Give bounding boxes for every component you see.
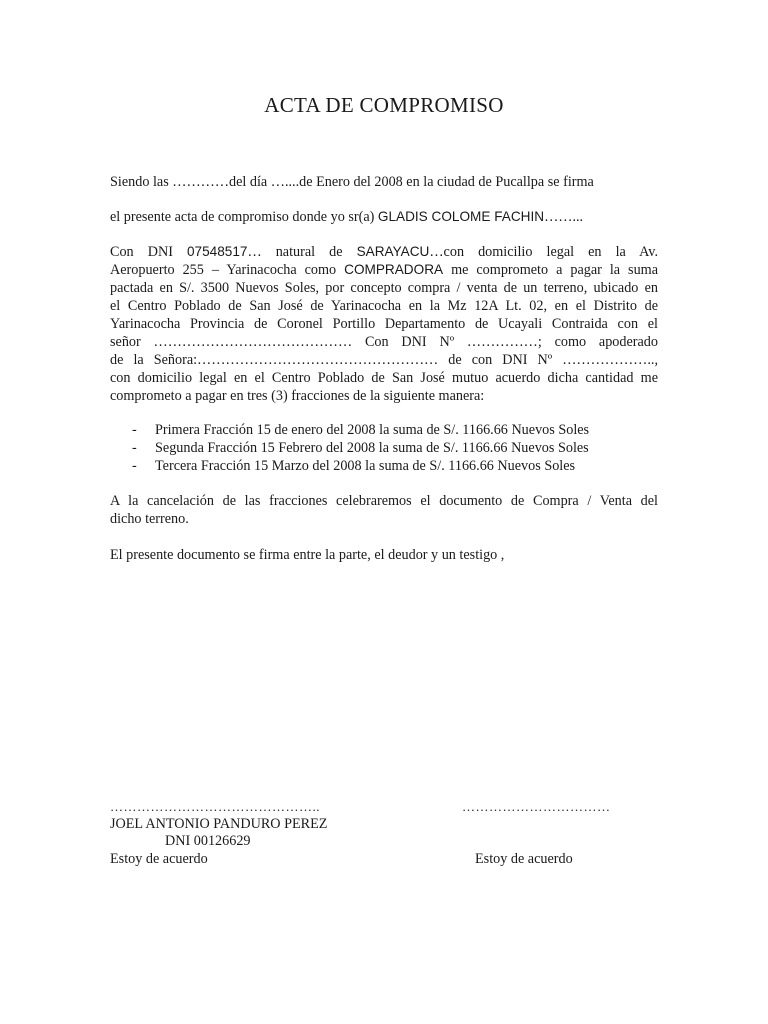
agreement-left: Estoy de acuerdo xyxy=(110,851,208,867)
signer-dni: DNI 00126629 xyxy=(165,833,251,849)
buyer-name: GLADIS COLOME FACHIN xyxy=(377,209,545,224)
paragraph-signing: El presente documento se firma entre la parte, el deudor y un testigo , xyxy=(110,547,505,563)
terms-line: comprometo a pagar en tres (3) fracciones de la siguiente manera: xyxy=(110,388,485,404)
document-title: ACTA DE COMPROMISO xyxy=(264,93,504,117)
list-bullet: - xyxy=(132,422,137,438)
terms-text: … natural de xyxy=(247,244,357,260)
paragraph-date: Siendo las …………del día …....de Enero del 2008 en la ciudad de Pucallpa se firma xyxy=(110,174,594,190)
buyer-role: COMPRADORA xyxy=(344,262,444,277)
terms-line: Yarinacocha Provincia de Coronel Portillo Departamento de Ucayali Contraida con el xyxy=(110,316,658,332)
buyer-dni: 07548517 xyxy=(186,244,248,259)
installment-text: Segunda Fracción 15 Febrero del 2008 la suma de S/. 1166.66 Nuevos Soles xyxy=(155,440,589,456)
list-item xyxy=(132,439,652,457)
paragraph-buyer xyxy=(110,208,658,226)
terms-text: Aeropuerto 255 – Yarinacocha como xyxy=(110,262,345,278)
list-item xyxy=(132,421,652,439)
signer-name: JOEL ANTONIO PANDURO PEREZ xyxy=(110,816,328,832)
terms-line: señor …………………………………… Con DNI Nº ……………; como apoderado xyxy=(110,334,658,350)
agreement-right: Estoy de acuerdo xyxy=(475,851,573,867)
paragraph-buyer-prefix: el presente acta de compromiso donde yo sr(a) xyxy=(110,209,378,225)
paragraph-terms xyxy=(110,243,658,405)
installment-list xyxy=(132,421,652,475)
terms-text: …con domicilio legal en la Av. xyxy=(429,244,658,260)
terms-line: de la Señora:…………………………………………… de con DNI Nº ……………….., xyxy=(110,352,658,368)
terms-text: me comprometo a pagar la suma xyxy=(443,262,659,278)
cancellation-line: A la cancelación de las fracciones celebraremos el documento de Compra / Venta del xyxy=(110,493,658,509)
terms-line: pactada en S/. 3500 Nuevos Soles, por concepto compra / venta de un terreno, ubicado en xyxy=(110,280,658,296)
buyer-birthplace: SARAYACU xyxy=(356,244,430,259)
terms-line xyxy=(110,243,658,261)
list-item xyxy=(132,457,652,475)
terms-line: el Centro Poblado de San José de Yarinacocha en la Mz 12A Lt. 02, en el Distrito de xyxy=(110,298,658,314)
installment-text: Tercera Fracción 15 Marzo del 2008 la suma de S/. 1166.66 Nuevos Soles xyxy=(155,458,576,474)
signature-line-left: ……………………………………….. xyxy=(110,799,320,814)
installment-text: Primera Fracción 15 de enero del 2008 la suma de S/. 1166.66 Nuevos Soles xyxy=(155,422,590,438)
cancellation-line: dicho terreno. xyxy=(110,511,189,527)
paragraph-cancellation xyxy=(110,492,658,528)
terms-text: Con DNI xyxy=(110,244,187,260)
terms-line xyxy=(110,261,658,279)
list-bullet: - xyxy=(132,440,137,456)
list-bullet: - xyxy=(132,458,137,474)
terms-line: con domicilio legal en el Centro Poblado de San José mutuo acuerdo dicha cantidad me xyxy=(110,370,658,386)
signature-line-right: …………………………… xyxy=(462,799,611,814)
paragraph-buyer-suffix: ……... xyxy=(544,209,584,225)
